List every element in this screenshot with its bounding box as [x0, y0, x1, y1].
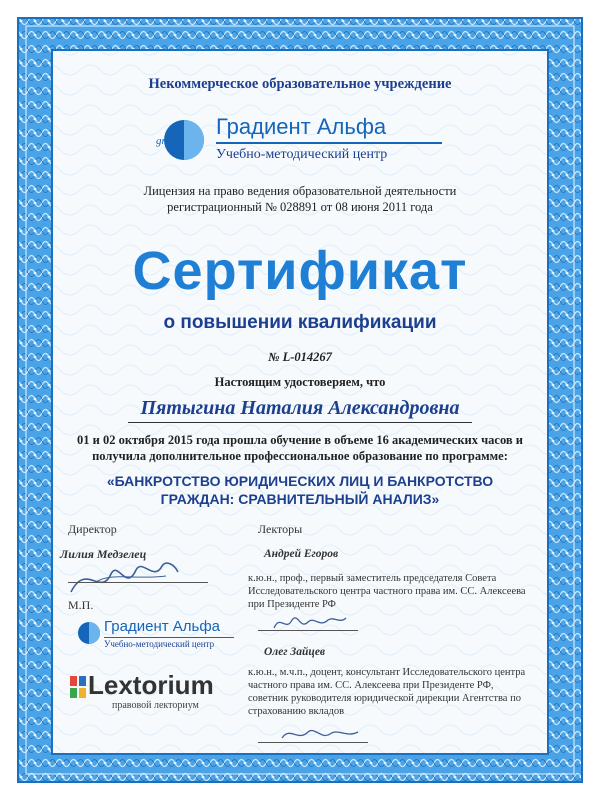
lecturer-1-name: Андрей Егоров — [264, 548, 339, 560]
lecturer-1-desc-line: Исследовательского центра частного права им. СС. Алексеева — [248, 586, 526, 597]
lextorium-x-icon — [70, 676, 86, 698]
certificate-subtitle: о повышении квалификации — [163, 312, 437, 333]
director-name: Лилия Медзелец — [60, 547, 147, 561]
director-label: Директор — [68, 522, 117, 536]
gradient-logo-icon — [154, 116, 206, 164]
lecturer-2-description — [248, 666, 532, 718]
lecturer-2-sign-line — [258, 742, 368, 743]
lextorium-logo — [70, 672, 250, 722]
gradient-small-icon — [76, 620, 100, 646]
lecturer-1-sign-line — [258, 630, 358, 631]
lecturer-1-desc-line: при Президенте РФ — [248, 599, 336, 610]
lextorium-subtitle: правовой лекториум — [112, 700, 199, 711]
program-line-1: «БАНКРОТСТВО ЮРИДИЧЕСКИХ ЛИЦ И БАНКРОТСТВО — [106, 473, 494, 489]
lecturers-label: Лекторы — [258, 522, 303, 536]
logo-subtitle: Учебно-методический центр — [216, 147, 388, 162]
lecturer-2-signature — [278, 722, 368, 748]
body-line-1: 01 и 02 октября 2015 года прошла обучение в объеме 16 академических часов и — [77, 433, 523, 447]
logo-rule — [216, 142, 442, 144]
lecturer-1-desc-line: к.ю.н., проф., первый заместитель председателя Совета — [248, 573, 497, 584]
director-signature — [66, 552, 186, 602]
recipient-underline — [128, 422, 472, 423]
director-sign-line — [68, 582, 208, 583]
svg-text:grad: grad — [156, 135, 177, 147]
program-title — [68, 472, 532, 508]
certificate-number: № L-014267 — [268, 350, 332, 364]
license-line-2: регистрационный № 028891 от 08 июня 2011 года — [167, 200, 433, 214]
lecturer-2-desc-line: частного права им. СС. Алексеева при Президенте РФ, — [248, 680, 494, 691]
lecturer-2-desc-line: страхованию вкладов — [248, 706, 345, 717]
body-line-2: получила дополнительное профессиональное образование по программе: — [92, 449, 508, 463]
small-logo-rule — [104, 637, 234, 638]
lecturer-1-description — [248, 572, 532, 611]
lecturer-2-name: Олег Зайцев — [264, 646, 326, 658]
small-logo-subtitle: Учебно-методический центр — [104, 639, 215, 649]
lecturer-1-signature — [270, 610, 350, 636]
certify-text: Настоящим удостоверяем, что — [214, 375, 386, 389]
gradient-small-logo — [76, 618, 246, 658]
license-line-1: Лицензия на право ведения образовательной деятельности — [143, 184, 457, 198]
gradient-alpha-logo — [154, 110, 454, 170]
logo-title: Градиент Альфа — [216, 114, 387, 139]
certificate-title: Сертификат — [132, 241, 468, 301]
lextorium-name: Lextorium — [88, 670, 214, 700]
small-logo-title: Градиент Альфа — [104, 618, 221, 635]
program-line-2: ГРАЖДАН: СРАВНИТЕЛЬНЫЙ АНАЛИЗ» — [160, 491, 440, 507]
lecturer-2-desc-line: к.ю.н., м.ч.п., доцент, консультант Исследовательского центра — [248, 667, 526, 678]
training-description — [68, 432, 532, 464]
license-text — [58, 183, 542, 215]
lecturer-2-desc-line: советник руководителя юридической дирекции Агентства по — [248, 693, 521, 704]
organization-type: Некоммерческое образовательное учреждение — [148, 76, 452, 92]
stamp-label: М.П. — [68, 598, 94, 612]
certificate-content — [58, 52, 542, 752]
recipient-name: Пятыгина Наталия Александровна — [140, 397, 460, 419]
